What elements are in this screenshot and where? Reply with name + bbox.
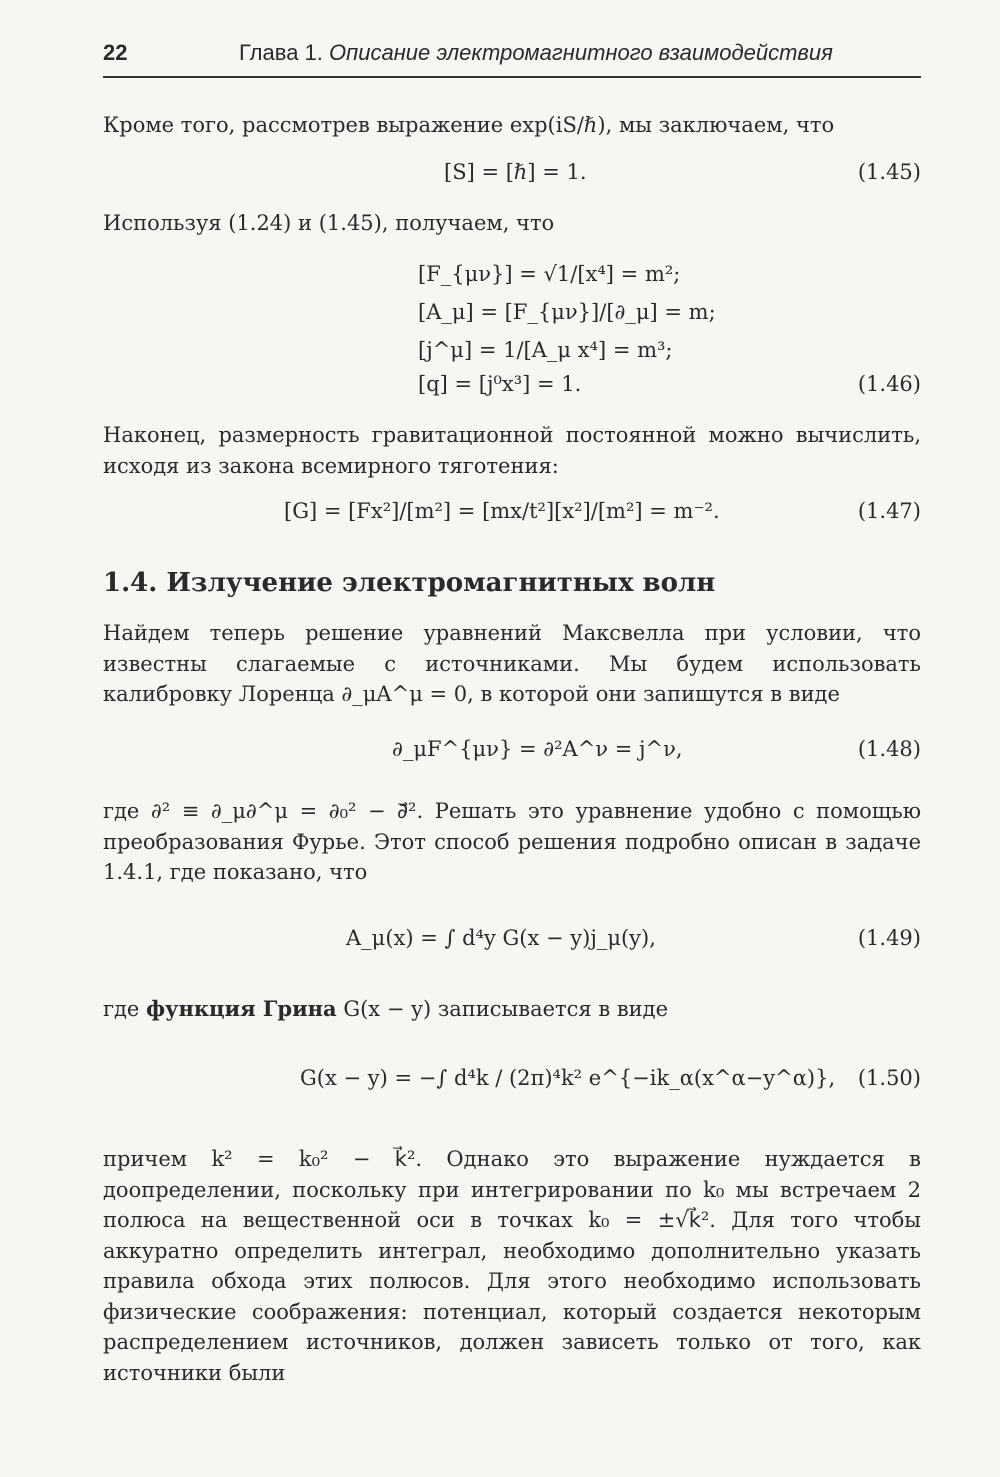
- equation-1-46-line-2: [A_μ] = [F_{μν}]/[∂_μ] = m;: [418, 300, 716, 324]
- page-number: 22: [103, 40, 128, 65]
- section-number: 1.4.: [103, 568, 158, 598]
- equation-1-47: [G] = [Fx²]/[m²] = [mx/t²][x²]/[m²] = m⁻².: [284, 499, 720, 523]
- equation-1-48: ∂_μF^{μν} = ∂²A^ν = j^ν,: [392, 737, 683, 761]
- equation-1-49: A_μ(x) = ∫ d⁴y G(x − y)j_μ(y),: [346, 926, 656, 950]
- equation-number-1-47: (1.47): [857, 499, 921, 523]
- equation-1-46-line-3: [j^μ] = 1/[A_μ x⁴] = m³;: [418, 338, 673, 362]
- equation-number-1-49: (1.49): [857, 926, 921, 950]
- section-heading: [103, 568, 715, 598]
- equation-number-1-50: (1.50): [857, 1066, 921, 1090]
- equation-number-1-46: (1.46): [857, 372, 921, 396]
- paragraph-6: где функция Грина G(x − y) записывается в виде: [103, 996, 669, 1021]
- equation-1-46-line-1: [F_{μν}] = √1/[x⁴] = m²;: [418, 262, 681, 286]
- running-header: [103, 40, 921, 78]
- equation-number-1-45: (1.45): [857, 160, 921, 184]
- paragraph-1: Кроме того, рассмотрев выражение exp(iS/ℏ), мы заключаем, что: [103, 113, 835, 137]
- paragraph-7: причем k² = k₀² − k⃗². Однако это выражение нуждается в доопределении, поскольку при интегрировании по k₀ мы встречаем 2 полюса на вещественной оси в точках k₀ = ±√k⃗². Для того чтобы аккуратно определить интеграл, необходимо дополнительно указать правила обхода этих полюсов. Для этого необходимо использовать физические соображения: потенциал, который создается некоторым распределением источников, должен зависеть только от того, как источники были: [103, 1147, 921, 1385]
- equation-1-45: [S] = [ℏ] = 1.: [444, 160, 587, 184]
- equation-1-46-line-4: [q] = [j⁰x³] = 1.: [418, 372, 582, 396]
- paragraph-3: Наконец, размерность гравитационной постоянной можно вычислить, исходя из закона всемирного тяготения:: [103, 423, 921, 478]
- paragraph-5: где ∂² ≡ ∂_μ∂^μ = ∂₀² − ∂⃗². Решать это уравнение удобно с помощью преобразования Фурье. Этот способ решения подробно описан в задаче 1.4.1, где показано, что: [103, 799, 921, 884]
- section-title: Излучение электромагнитных волн: [166, 568, 716, 598]
- paragraph-2: Используя (1.24) и (1.45), получаем, что: [103, 211, 555, 235]
- green-function-term: функция Грина: [146, 996, 337, 1021]
- equation-number-1-48: (1.48): [857, 737, 921, 761]
- equation-1-50: G(x − y) = −∫ d⁴k / (2π)⁴k² e^{−ik_α(x^α−y^α)},: [300, 1066, 836, 1090]
- chapter-heading: Глава 1. Описание электромагнитного взаимодействия: [239, 40, 833, 65]
- paragraph-4: Найдем теперь решение уравнений Максвелла при условии, что известны слагаемые с источниками. Мы будем использовать калибровку Лоренца ∂_μA^μ = 0, в которой они запишутся в виде: [103, 621, 921, 706]
